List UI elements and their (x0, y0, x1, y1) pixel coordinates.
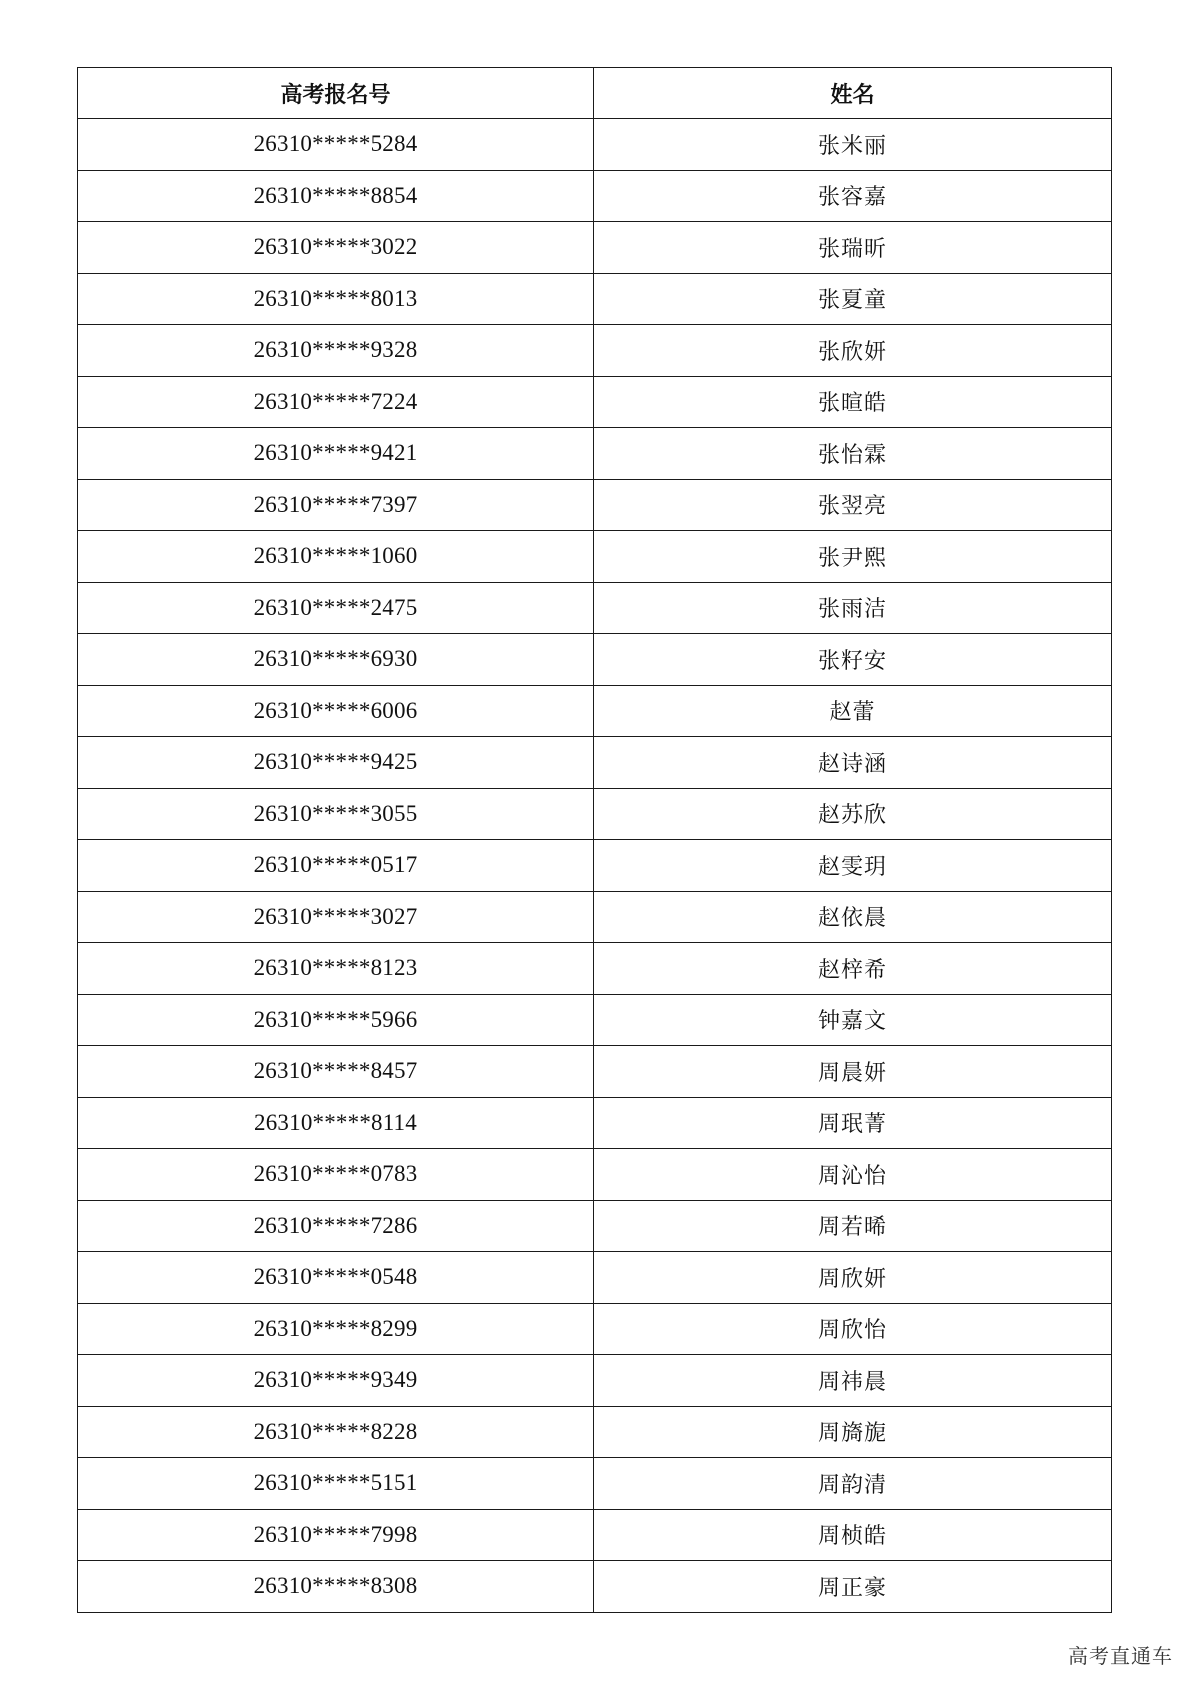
student-name-cell: 张夏童 (594, 273, 1112, 325)
table-row (78, 685, 1112, 737)
student-name-cell: 张尹熙 (594, 531, 1112, 583)
table-row (78, 994, 1112, 1046)
registration-number-cell: 26310*****8228 (78, 1406, 594, 1458)
table-row (78, 325, 1112, 377)
registration-number-cell: 26310*****3055 (78, 788, 594, 840)
student-name-cell: 张翌亮 (594, 479, 1112, 531)
registration-number-cell: 26310*****7998 (78, 1509, 594, 1561)
table-row (78, 582, 1112, 634)
student-name-cell: 赵诗涵 (594, 737, 1112, 789)
registration-number-cell: 26310*****6930 (78, 634, 594, 686)
student-name-cell: 周珉菁 (594, 1097, 1112, 1149)
student-name-cell: 赵苏欣 (594, 788, 1112, 840)
student-name-cell: 钟嘉文 (594, 994, 1112, 1046)
registration-number-cell: 26310*****0783 (78, 1149, 594, 1201)
table-row (78, 119, 1112, 171)
student-name-cell: 张怡霖 (594, 428, 1112, 480)
registration-number-cell: 26310*****0517 (78, 840, 594, 892)
student-name-cell: 张雨洁 (594, 582, 1112, 634)
table-row (78, 840, 1112, 892)
watermark-text: 高考直通车 (1068, 1644, 1173, 1668)
student-name-cell: 周沁怡 (594, 1149, 1112, 1201)
student-name-cell: 周正豪 (594, 1561, 1112, 1613)
student-name-cell: 周欣妍 (594, 1252, 1112, 1304)
registration-number-cell: 26310*****8854 (78, 170, 594, 222)
registration-number-cell: 26310*****5284 (78, 119, 594, 171)
student-name-cell: 张容嘉 (594, 170, 1112, 222)
admission-list-table (77, 67, 1112, 1613)
student-name-cell: 张籽安 (594, 634, 1112, 686)
table-row (78, 1458, 1112, 1510)
registration-number-cell: 26310*****5966 (78, 994, 594, 1046)
table-row (78, 1561, 1112, 1613)
table-header-row (78, 68, 1112, 119)
table-row (78, 1200, 1112, 1252)
student-name-cell: 周祎晨 (594, 1355, 1112, 1407)
table-row (78, 1406, 1112, 1458)
registration-number-cell: 26310*****9425 (78, 737, 594, 789)
table-row (78, 428, 1112, 480)
student-name-cell: 张欣妍 (594, 325, 1112, 377)
registration-number-cell: 26310*****8114 (78, 1097, 594, 1149)
table-row (78, 376, 1112, 428)
registration-number-cell: 26310*****7397 (78, 479, 594, 531)
registration-number-cell: 26310*****7224 (78, 376, 594, 428)
registration-number-cell: 26310*****9421 (78, 428, 594, 480)
registration-number-cell: 26310*****8299 (78, 1303, 594, 1355)
student-name-cell: 赵依晨 (594, 891, 1112, 943)
student-name-cell: 张米丽 (594, 119, 1112, 171)
table-body (78, 119, 1112, 1613)
table-row (78, 737, 1112, 789)
table-row (78, 1355, 1112, 1407)
student-name-cell: 赵雯玥 (594, 840, 1112, 892)
student-name-cell: 张暄皓 (594, 376, 1112, 428)
table-row (78, 273, 1112, 325)
table-row (78, 1149, 1112, 1201)
student-name-cell: 赵梓希 (594, 943, 1112, 995)
student-name-cell: 赵蕾 (594, 685, 1112, 737)
column-header-name: 姓名 (594, 68, 1112, 119)
table-row (78, 1252, 1112, 1304)
student-name-cell: 周桢皓 (594, 1509, 1112, 1561)
table-row (78, 634, 1112, 686)
table-row (78, 222, 1112, 274)
table-row (78, 1509, 1112, 1561)
table-row (78, 1303, 1112, 1355)
table-row (78, 1097, 1112, 1149)
table-row (78, 788, 1112, 840)
registration-number-cell: 26310*****0548 (78, 1252, 594, 1304)
table-row (78, 943, 1112, 995)
registration-number-cell: 26310*****9328 (78, 325, 594, 377)
table-row (78, 479, 1112, 531)
registration-number-cell: 26310*****8013 (78, 273, 594, 325)
column-header-registration-number: 高考报名号 (78, 68, 594, 119)
registration-number-cell: 26310*****2475 (78, 582, 594, 634)
roster-sheet (77, 67, 1111, 1613)
table-row (78, 531, 1112, 583)
table-row (78, 170, 1112, 222)
registration-number-cell: 26310*****8123 (78, 943, 594, 995)
student-name-cell: 周韵清 (594, 1458, 1112, 1510)
registration-number-cell: 26310*****8457 (78, 1046, 594, 1098)
student-name-cell: 周晨妍 (594, 1046, 1112, 1098)
student-name-cell: 周若晞 (594, 1200, 1112, 1252)
registration-number-cell: 26310*****7286 (78, 1200, 594, 1252)
registration-number-cell: 26310*****3022 (78, 222, 594, 274)
registration-number-cell: 26310*****3027 (78, 891, 594, 943)
student-name-cell: 周旖旎 (594, 1406, 1112, 1458)
registration-number-cell: 26310*****1060 (78, 531, 594, 583)
table-row (78, 891, 1112, 943)
student-name-cell: 张瑞昕 (594, 222, 1112, 274)
table-row (78, 1046, 1112, 1098)
registration-number-cell: 26310*****8308 (78, 1561, 594, 1613)
registration-number-cell: 26310*****6006 (78, 685, 594, 737)
registration-number-cell: 26310*****5151 (78, 1458, 594, 1510)
student-name-cell: 周欣怡 (594, 1303, 1112, 1355)
registration-number-cell: 26310*****9349 (78, 1355, 594, 1407)
